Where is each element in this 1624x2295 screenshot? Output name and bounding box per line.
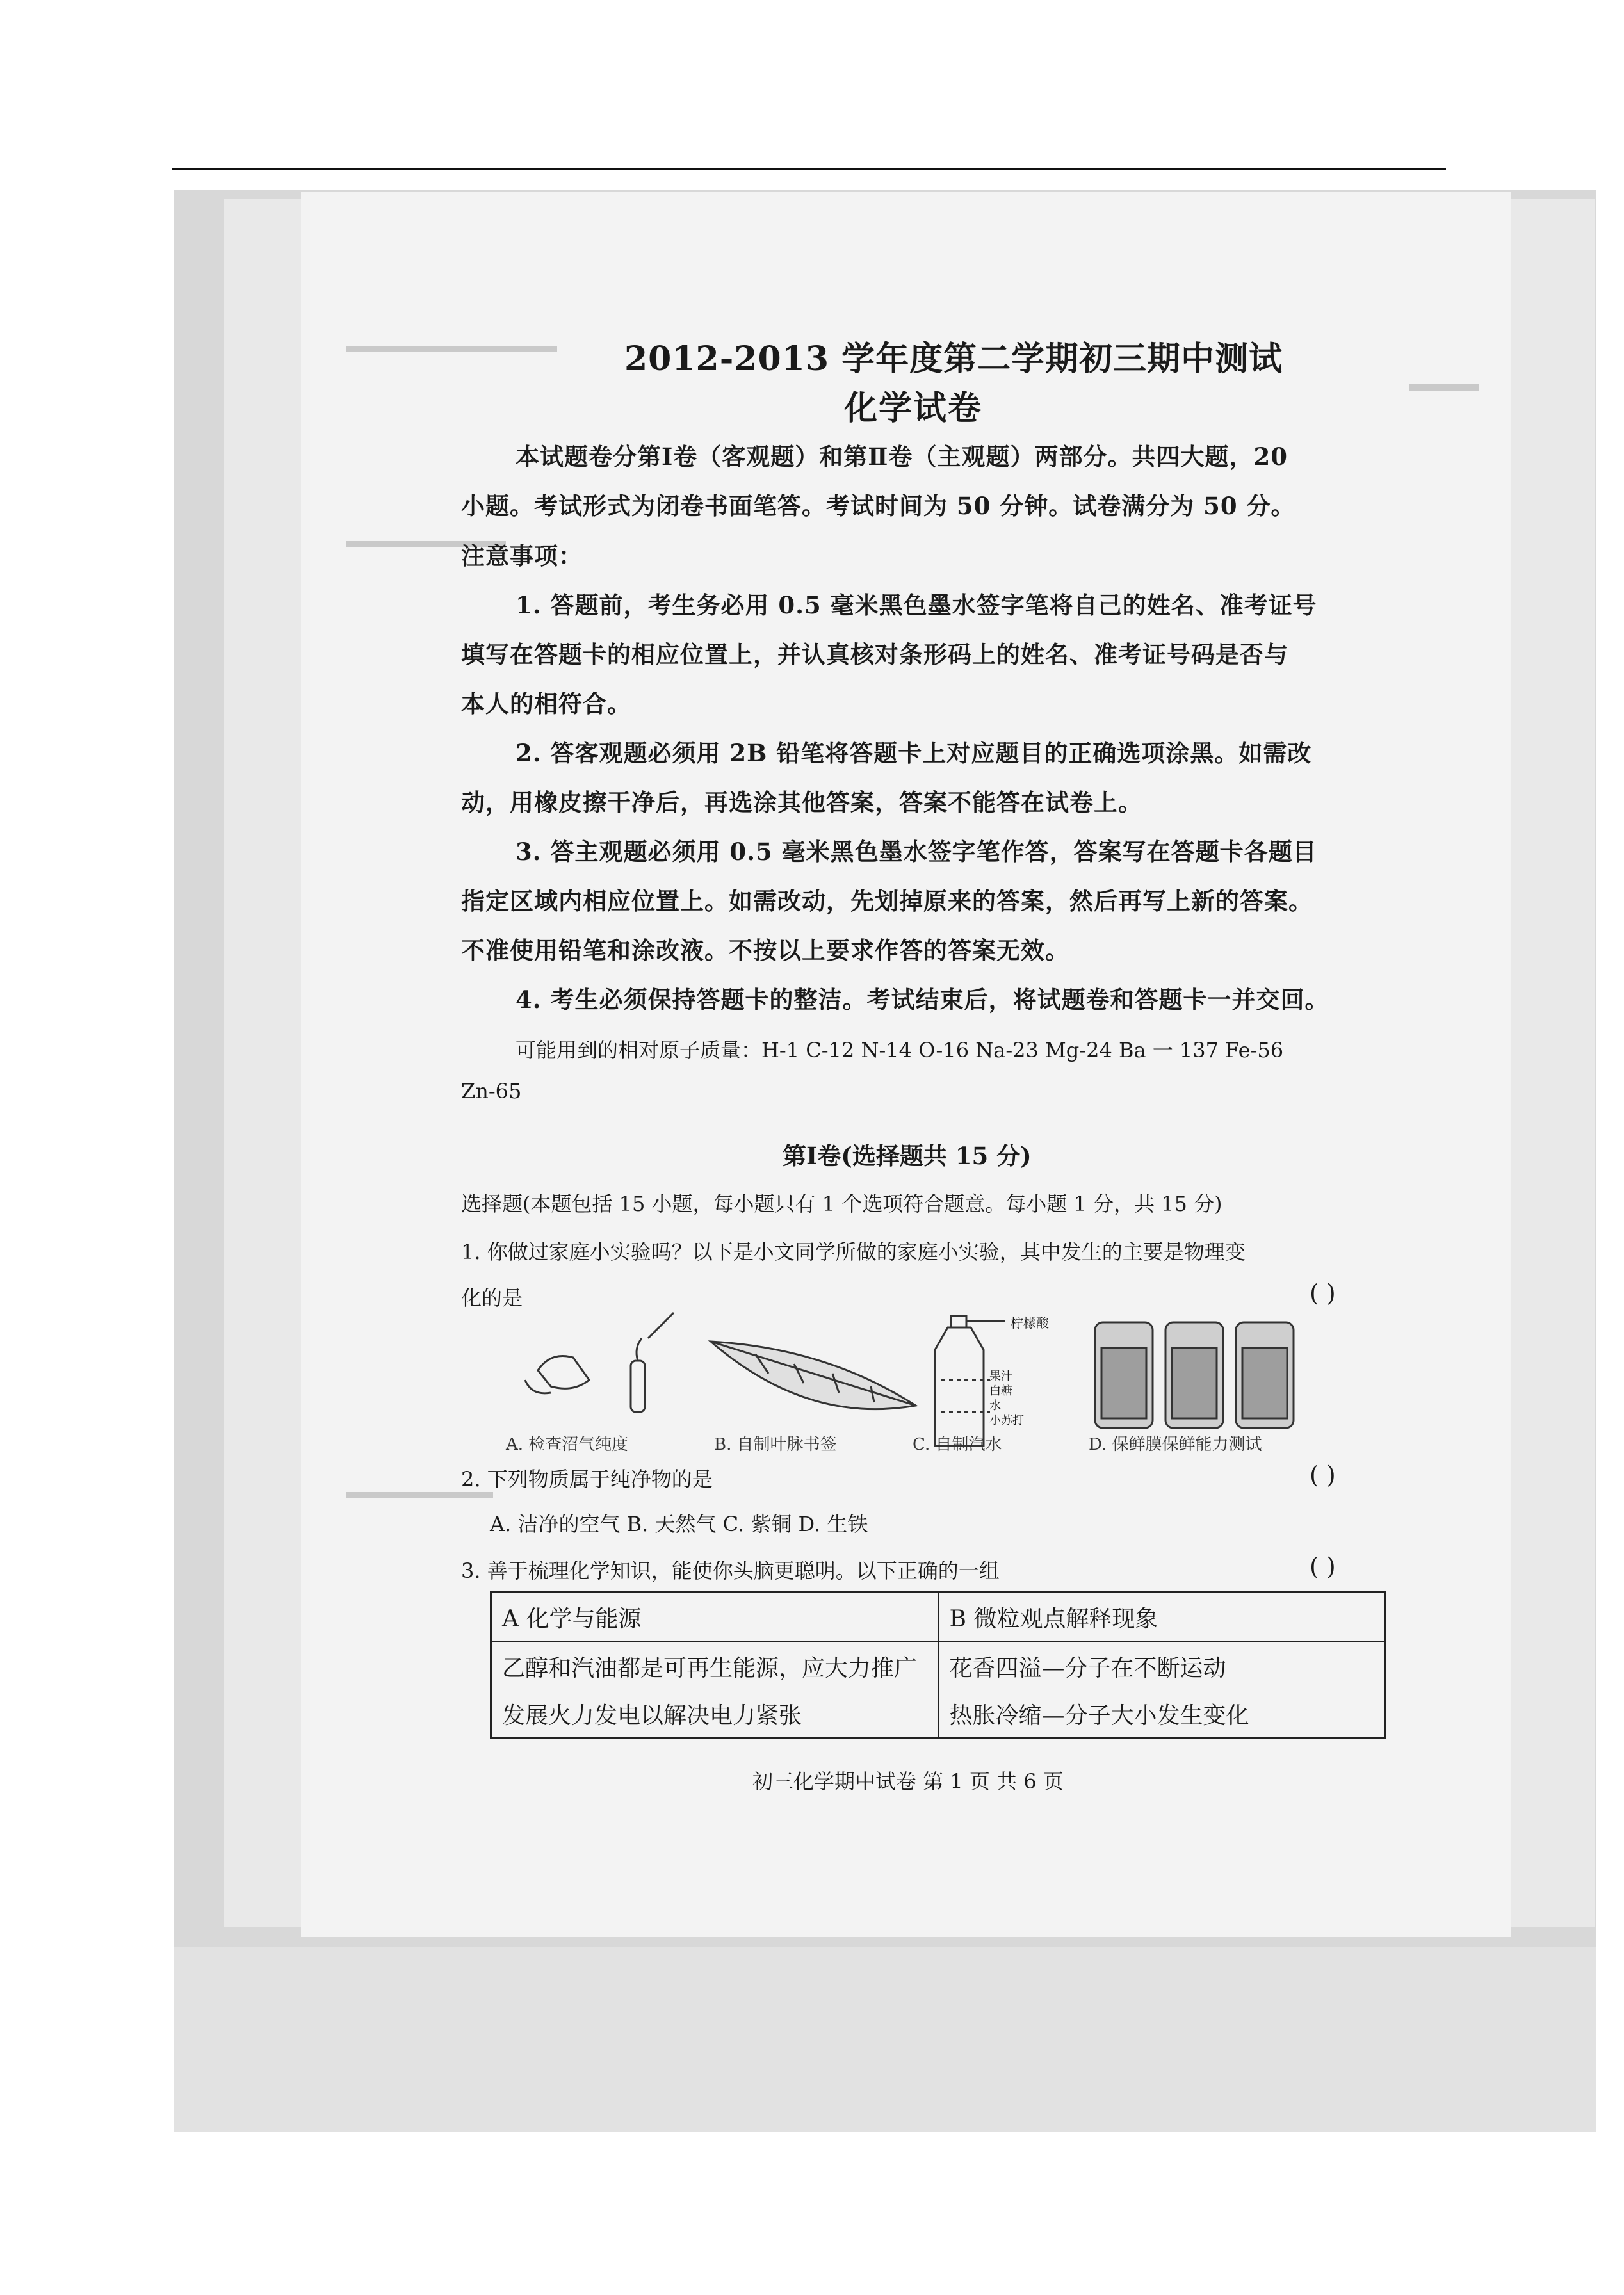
methane-test-illustration [525, 1313, 674, 1412]
note-line: 3. 答主观题必须用 0.5 毫米黑色墨水签字笔作答，答案写在答题卡各题目 [516, 838, 1317, 866]
section-title: 第Ⅰ卷(选择题共 15 分) [783, 1142, 1032, 1170]
cling-film-jars-illustration [1095, 1322, 1294, 1428]
table-cell-a-row2: 发展火力发电以解决电力紧张 [491, 1690, 939, 1739]
question-1-line-2: 化的是 [461, 1286, 523, 1310]
table-cell-a-head: A 化学与能源 [491, 1593, 939, 1642]
bleed-through-mark [346, 346, 557, 352]
atomic-mass-line-2: Zn-65 [461, 1079, 522, 1103]
table-cell-b-row2: 热胀冷缩—分子大小发生变化 [938, 1690, 1386, 1739]
caption-d: D. 保鲜膜保鲜能力测试 [1089, 1435, 1262, 1454]
intro-line-1: 本试题卷分第Ⅰ卷（客观题）和第Ⅱ卷（主观题）两部分。共四大题，20 [516, 442, 1288, 471]
caption-c: C. 自制汽水 [913, 1435, 1002, 1454]
exam-title: 2012-2013 学年度第二学期初三期中测试 [624, 339, 1283, 378]
question-3-table [490, 1591, 1386, 1739]
label-water: 水 [989, 1399, 1001, 1413]
notice-heading: 注意事项： [461, 542, 583, 570]
table-cell-a-row1: 乙醇和汽油都是可再生能源，应大力推广 [491, 1642, 939, 1691]
note-line: 本人的相符合。 [461, 690, 631, 718]
scan-bottom-strip [174, 1947, 1596, 2132]
answer-paren-q3: ( ) [1310, 1553, 1336, 1580]
atomic-mass-line-1: 可能用到的相对原子质量：H-1 C-12 N-14 O-16 Na-23 Mg-24 Ba 一 137 Fe-56 [516, 1038, 1284, 1062]
bleed-through-mark [1409, 384, 1479, 391]
note-line: 填写在答题卡的相应位置上，并认真核对条形码上的姓名、准考证号码是否与 [461, 640, 1288, 669]
caption-b: B. 自制叶脉书签 [714, 1435, 837, 1454]
exam-subtitle: 化学试卷 [844, 389, 983, 428]
page-footer: 初三化学期中试卷 第 1 页 共 6 页 [752, 1769, 1064, 1794]
note-line: 1. 答题前，考生务必用 0.5 毫米黑色墨水签字笔将自己的姓名、准考证号 [516, 591, 1317, 619]
question-1-line-1: 1. 你做过家庭小实验吗？以下是小文同学所做的家庭小实验，其中发生的主要是物理变 [461, 1240, 1246, 1264]
question-3: 3. 善于梳理化学知识，能使你头脑更聪明。以下正确的一组 [461, 1559, 1000, 1583]
note-line: 4. 考生必须保持答题卡的整洁。考试结束后，将试题卷和答题卡一并交回。 [516, 985, 1329, 1014]
note-line: 指定区域内相应位置上。如需改动，先划掉原来的答案，然后再写上新的答案。 [461, 887, 1313, 915]
answer-paren-q2: ( ) [1310, 1461, 1336, 1489]
intro-line-2: 小题。考试形式为闭卷书面笔答。考试时间为 50 分钟。试卷满分为 50 分。 [461, 492, 1295, 520]
label-baking-soda: 小苏打 [989, 1414, 1024, 1427]
leaf-bookmark-illustration [711, 1342, 916, 1409]
label-citric-acid: 柠檬酸 [1011, 1315, 1049, 1331]
note-line: 2. 答客观题必须用 2B 铅笔将答题卡上对应题目的正确选项涂黑。如需改 [516, 739, 1312, 767]
label-sugar: 白糖 [989, 1384, 1012, 1398]
note-line: 不准使用铅笔和涂改液。不按以上要求作答的答案无效。 [461, 936, 1069, 964]
table-cell-b-row1: 花香四溢—分子在不断运动 [938, 1642, 1386, 1691]
note-line: 动，用橡皮擦干净后，再选涂其他答案，答案不能答在试卷上。 [461, 788, 1142, 816]
table-cell-b-head: B 微粒观点解释现象 [938, 1593, 1386, 1642]
caption-a: A. 检查沼气纯度 [506, 1435, 629, 1454]
label-juice: 果汁 [989, 1370, 1012, 1383]
question-2-options: A. 洁净的空气 B. 天然气 C. 紫铜 D. 生铁 [490, 1512, 868, 1536]
section-instructions: 选择题(本题包括 15 小题，每小题只有 1 个选项符合题意。每小题 1 分，共 15 分) [461, 1192, 1222, 1216]
top-rule [172, 168, 1446, 170]
answer-paren-q1: ( ) [1310, 1279, 1336, 1307]
bleed-through-mark [346, 1492, 493, 1498]
question-2: 2. 下列物质属于纯净物的是 [461, 1467, 713, 1491]
